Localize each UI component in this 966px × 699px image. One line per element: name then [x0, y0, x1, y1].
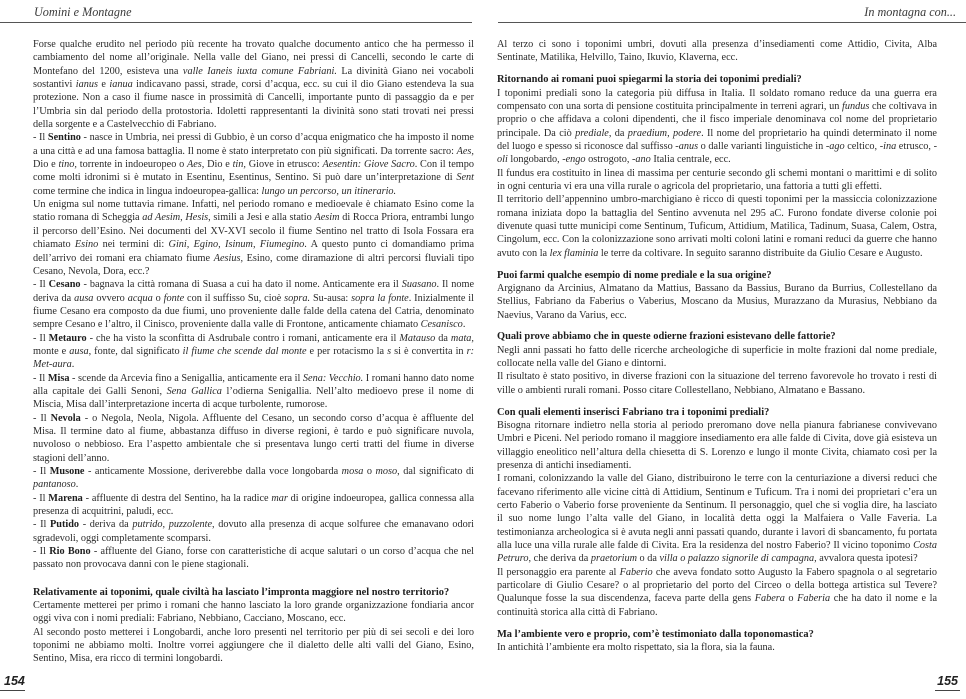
text-run: e per rotacismo la	[306, 345, 388, 357]
river-entry-musone	[33, 465, 474, 492]
italic-term: s	[387, 345, 392, 357]
text-run: o	[152, 292, 164, 304]
right-page-body	[497, 38, 937, 654]
italic-term: Aes,	[186, 159, 205, 171]
text-run: Forse qualche erudito nel periodo più recente ha trovato qualche documento antico che ha permesso il cambiamento del nome all’originale. Nella valle del Giano, nei pressi di Cancelli, secondo le carte di Montefano del 1200, esisteva una	[33, 39, 474, 77]
italic-term: -ina	[879, 140, 897, 152]
text-run: di Rocca Priora, entrambi lungo il percorso dell’Esino. Nei documenti del XV-XVI secolo il fiume Sentino nel tratto di Isola Fossara era chiamato	[33, 212, 474, 251]
italic-term: lungo un percorso, un itinerario.	[261, 185, 397, 197]
header-rule-left	[0, 22, 472, 23]
italic-term: acqua	[127, 292, 153, 304]
river-entry-sentino	[33, 131, 474, 198]
text-run: .	[75, 479, 79, 491]
text-run: , da	[608, 127, 628, 139]
italic-term: pantanoso	[33, 479, 76, 491]
italic-term: Sena Gallica	[166, 385, 222, 397]
text-run: .	[71, 359, 75, 371]
page-number-left: 154	[4, 674, 25, 688]
italic-term: valle Ianeis iuxta comune Fabriani.	[182, 65, 337, 77]
river-name: Rio Bono	[49, 546, 91, 558]
answer-paragraph	[497, 193, 937, 260]
text-run: o dalle varianti linguistiche in	[698, 140, 826, 152]
text-run: I romani, colonizzando la valle del Giano, distribuirono le terre con la centuriazione a diversi reduci che facevano riferimento alle vicine città di Attidium, Sentinum e Tuficum. Tra i nomi dei proprietari c’era un certo Faberio o Vaberio forse proveniente da Sentinum. Il personaggio, quel che si voglia dire, ha lasciato il suo nome lungo l’alta valle del Giano, in località detta oggi la Malfaiera o Valle Faveria. La testimonianza archeologica si è avuta negli anni passati quando, durante i lavori di sbancamento, fu portata alla luce una villa rurale alle falde di Civita. Era la residenza del nostro Faberio? Il vicino toponimo	[497, 473, 937, 552]
italic-term: -ago	[825, 140, 845, 152]
answer-paragraph: Negli anni passati ho fatto delle ricerche archeologiche di superficie in molte frazioni dal nome prediale, collocate nella valle del Giano e dintorni.	[497, 344, 937, 370]
italic-term: -engo	[562, 154, 586, 166]
text-run: I romani hanno dato nome alla capitale dei Galli Senoni,	[33, 372, 474, 397]
italic-term: ianus	[75, 79, 98, 91]
italic-term: Fabera	[754, 593, 785, 605]
text-run: o	[784, 593, 798, 605]
river-entry-marena	[33, 492, 474, 519]
italic-term: fundus	[841, 100, 870, 112]
paragraph-enigma	[33, 198, 474, 278]
question-heading: Puoi farmi qualche esempio di nome prediale e la sua origine?	[497, 269, 772, 281]
answer-paragraph: Certamente metterei per primo i romani che hanno lasciato la loro grande organizzazione fondiaria ancor oggi viva con i nomi prediali: Fabriano, Nebbiano, Cacciano, Moscano, ecc.	[33, 600, 474, 625]
text-run: - bagnava la città romana di Suasa a cui ha dato il nome. Anticamente era il	[80, 279, 402, 291]
text-run: con il suffisso Su, cioè	[184, 292, 285, 304]
river-entry-cesano	[33, 278, 474, 331]
text-run: l’odierna Senigallia. Nell’alto medioevo prese il nome di Miscia, Misa dall’interpretazione incerta di acque turbolente, rumorose.	[33, 385, 475, 411]
running-head-left: Uomini e Montagne	[34, 5, 132, 19]
answer-paragraph: Bisogna ritornare indietro nella storia al periodo preromano dove nella pianura fabrianese convivevano Umbri e Piceni. Nel periodo romano il maggiore insediamento era alle falde di Civita, dove già esisteva un villaggio eneolitico nell’altura della chiesetta di S. Lorenzo e lungo il monte Civita, chiamato così per la presenza di antichi insediamenti.	[497, 419, 937, 471]
italic-term: -ano	[631, 154, 651, 166]
text-run: - deriva da	[79, 519, 133, 531]
italic-term: prediale	[575, 127, 609, 139]
text-run: - Il	[33, 279, 49, 291]
right-page	[483, 0, 966, 699]
answer-paragraph: Al secondo posto metterei i Longobardi, anche loro presenti nel territorio per più di sei secoli e dei loro toponimi ne abbiamo molti. Inoltre vorrei aggiungere che il dialetto delle alti valli del Giano, Esino, Sentino, Misa, era ricco di termini longobardi.	[33, 626, 474, 665]
text-run: nei termini di:	[98, 239, 169, 251]
italic-term: praedium, podere	[627, 127, 702, 139]
text-run: Esino, come diramazione di altri percorsi fluviali tipo Cesano, Nevola, Dora, ecc.?	[33, 252, 474, 277]
text-run: etrusco,	[896, 140, 934, 152]
text-run: La divinità Giano nei vocaboli sostantivi	[33, 65, 474, 91]
text-run: longobardo,	[507, 154, 563, 166]
text-run: , fonte, dal significato	[88, 345, 183, 357]
italic-term: -oli	[497, 140, 937, 166]
text-run: . Inizialmente il fiume Cesano era composto da due fiumi, uno proveniente dalle falde della catena del Catria, denominato sempre Cesano e l’altro, il Cinisco, proveniente dalla valle di Frontone, anticamente chiamato	[33, 292, 474, 331]
italic-term: ianua	[109, 79, 133, 91]
text-run: - Il	[33, 519, 50, 531]
text-run: indicavano passi, strade, corsi d’acqua, ecc. su cui il dio Giano estendeva la sua protezione. Non a caso il fiume nasce in prossimità di Cancelli, importante punto di passaggio da e per l’Umbria sin dal periodo della protostoria. Idoletti rappresentanti la divinità sono stati trovati nei pressi della sorgente e a Castelvecchio di Fabriano.	[33, 79, 474, 131]
paragraph-umbrian-toponyms: Al terzo ci sono i toponimi umbri, dovuti alla presenza d’insediamenti come Attidio, Civita, Alba Sentinate, Matilika, Helvillo, Taino, Ikuvio, Klaverna, ecc.	[497, 39, 937, 64]
text-run: - Il	[33, 466, 50, 477]
river-name: Sentino	[47, 132, 81, 144]
italic-term: Gini, Egino, Isinum, Fiumegino	[168, 239, 305, 251]
text-run: - o Negola, Neola, Nigola. Affluente del Cesano, un secondo corso d’acqua è affluente del Misa. Il termine dato al fiume, abbastanza diffuso in diverse regioni, è tardo e può significare nuvola, nuvoloso o nebbioso. Era l’aspetto ambientale che si presentava lungo certi tratti del fiume in diverse stagioni dell’anno.	[33, 412, 474, 464]
answer-paragraph: Argignano da Arcinius, Almatano da Mattius, Bassano da Bassius, Burano da Burrius, Collestellano da Stellius, Fabriano da Faberius o Vaberius, Moscano da Musius, Murazzano da Murasius, Nebbiano da Naevius, Varano da Varius, ecc.	[497, 282, 937, 321]
italic-term: mosa	[341, 466, 364, 477]
italic-term: ausa	[69, 345, 89, 357]
italic-term: mar	[271, 492, 288, 504]
text-run: , simili a Jesi e alla statio	[208, 212, 315, 224]
text-run: - Il	[33, 332, 49, 344]
text-run: avvalora questa ipotesi?	[816, 553, 918, 565]
text-run: Su-ausa:	[310, 292, 352, 304]
text-run: - anticamente Mossione, deriverebbe dalla voce longobarda	[84, 466, 342, 477]
question-heading: Relativamente ai toponimi, quale civiltà ha lasciato l’impronta maggiore nel nostro territorio?	[33, 586, 450, 598]
paragraph-giano	[33, 38, 474, 131]
italic-term: Faberia	[797, 593, 831, 605]
river-name: Musone	[49, 466, 85, 477]
running-head-right: In montagna con...	[864, 5, 956, 19]
river-name: Misa	[47, 372, 70, 384]
river-name: Metauro	[48, 332, 87, 344]
italic-term: ad Aesim, Hesis	[142, 212, 209, 224]
text-run: - affluente di destra del Sentino, ha la radice	[82, 492, 272, 504]
text-run: che ha dato il nome e la continuità storica alla città di Fabriano.	[497, 593, 938, 618]
text-run: - che ha visto la sconfitta di Asdrubale contro i romani, anticamente era il	[86, 332, 400, 344]
question-heading: Quali prove abbiamo che in queste odierne frazioni esistevano delle fattorie?	[497, 331, 836, 343]
italic-term: r: Met-aura	[33, 345, 474, 371]
italic-term: fonte	[163, 292, 185, 304]
italic-term: Aes,	[456, 145, 474, 157]
italic-term: putrido, puzzolente	[132, 519, 213, 531]
text-run: .	[462, 319, 466, 331]
text-run: di origine indoeuropea, gallica connessa alla presenza di acquitrini, paludi, ecc.	[33, 492, 474, 518]
text-run: - Il	[33, 412, 51, 424]
italic-term: Aesentin: Giove Sacro	[322, 159, 415, 171]
text-run: , dovuto alla presenza di acque solfuree che emanavano odori sgradevoli, oggi completamente scomparsi.	[33, 519, 474, 544]
text-run: si è convertita in	[391, 345, 467, 357]
text-run: ostrogoto,	[585, 154, 632, 166]
text-run: , dal significato di	[397, 466, 475, 477]
answer-paragraph: Il risultato è stato positivo, in diverse frazioni con la situazione del terreno favorevole ho trovato i resti di ville o ambienti rurali romani. Posso citare Collestellano, Nebbiano, Almatano e Bassano.	[497, 371, 937, 396]
river-name: Marena	[48, 492, 83, 504]
answer-paragraph	[497, 566, 937, 619]
italic-term: il fiume che scende dal monte	[182, 345, 307, 357]
italic-term: lex flaminia	[549, 247, 599, 259]
italic-term: Costa Petruro	[497, 540, 937, 565]
text-run: Il territorio dell’appennino umbro-marchigiano è ricco di questi toponimi per la massiccia colonizzazione romana iniziata dopo la battaglia del Sentino avvenuta nel 295 aC. Furono fondate diverse colonie poi divenute quasi tutte municipi come Sentinum, Tuficum, Attidium, Matilica, Tadinum, Suasa, Calem, Ostra, Cingolum, ecc. Con la colonizzazione sono arrivati molti coloni latini e romani reduci da guerre che hanno avuto con la	[497, 194, 937, 259]
italic-term: Matauso	[399, 332, 436, 344]
river-entry-metauro	[33, 332, 474, 372]
italic-term: Suasano	[401, 279, 437, 291]
italic-term: -anus	[675, 140, 699, 152]
italic-term: tino,	[58, 159, 77, 171]
text-run: . Il nome deriva da	[33, 279, 474, 304]
text-run: - Il	[33, 372, 48, 384]
text-run: , che deriva da	[528, 553, 591, 565]
italic-term: villa o palazzo signorile di campagna,	[659, 553, 817, 565]
text-run: le terre da coltivare. In seguito saranno distribuite da Giulio Cesare e Augusto.	[598, 247, 923, 259]
question-heading: Con quali elementi inserisci Fabriano tra i toponimi prediali?	[497, 406, 770, 418]
text-run: - Il	[33, 132, 48, 144]
river-entry-nevola	[33, 412, 474, 465]
question-heading: Ma l’ambiente vero e proprio, com’è testimoniato dalla toponomastica?	[497, 628, 814, 640]
text-run: che aveva fondato sotto Augusto la Fabero spagnola o al segretario particolare di Giulio Cesare? o al proprietario del porto del Circeo o della bottega artistica sul Tevere? Qualunque fosse la sua discendenza, faceva parte della gens	[497, 566, 937, 605]
text-run: Dio e	[33, 159, 59, 171]
text-run: Italia centrale, ecc.	[650, 154, 731, 166]
text-run: I toponimi prediali sono la categoria più diffusa in Italia. Il soldato romano reduce da una guerra era compensato con una sorta di pensione costituita principalmente in terreni agrari, un	[497, 87, 937, 112]
answer-paragraph: Il fundus era costituito in linea di massima per centurie secondo gli schemi montani o marittimi e di solito in ogni centuria vi era una villa rurale o agricola del proprietario, una fattoria a tutti gli effetti.	[497, 167, 937, 192]
text-run: . Con il tempo come molti idronimi si è mutato in Esentinu, Esentinus, Sentino. Si può dare un’interpretazione di	[33, 159, 474, 184]
text-run: - Il	[33, 546, 50, 558]
question-heading: Ritornando ai romani puoi spiegarmi la storia dei toponimi prediali?	[497, 74, 802, 86]
answer-paragraph	[497, 472, 937, 565]
header-rule-right	[498, 22, 966, 23]
italic-term: tin,	[232, 159, 246, 171]
italic-term: Sent	[456, 172, 474, 184]
page-number-right: 155	[937, 674, 958, 688]
text-run: Giove in etrusco:	[245, 159, 323, 171]
answer-paragraph: In antichità l’ambiente era molto rispettato, sia la flora, sia la fauna.	[497, 641, 775, 653]
italic-term: sopra.	[284, 292, 311, 304]
italic-term: sopra la fonte	[351, 292, 409, 304]
text-run: Un enigma sul nome tuttavia rimane. Infatti, nel periodo romano e medioevale è chiamato Esino come la statio romana di Scheggia	[33, 199, 474, 224]
text-run: Dio e	[204, 159, 233, 171]
text-run: - affluente del Giano, forse con caratteristiche di acque salutari o un corso d’acqua che nel passato non provocava danni con le piene stagionali.	[33, 546, 474, 571]
river-name: Putido	[49, 519, 80, 531]
italic-term: ausa	[74, 292, 94, 304]
text-run: e	[97, 79, 110, 91]
text-run: - nasce in Umbria, nei pressi di Gubbio, è un corso d’acqua enigmatico che ha imposto il nome a una città e ad una famosa battaglia. Il nome è stato interpretato con più significati. Da torrente sacro:	[33, 132, 474, 157]
italic-term: Sena: Vecchio.	[302, 372, 364, 384]
text-run: . Il nome del proprietario ha quindi determinato il nome del luogo e spesso si riconosce dal suffisso	[497, 127, 937, 152]
italic-term: praetorium	[590, 553, 637, 565]
text-run: - scende da Arcevia fino a Senigallia, anticamente era il	[69, 372, 303, 384]
text-run: monte e	[33, 345, 70, 357]
text-run: o	[363, 466, 376, 477]
italic-term: Aesius,	[213, 252, 244, 264]
text-run: come termine che indica in lingua indoeuropea-gallica:	[33, 185, 262, 197]
text-run: ovvero	[93, 292, 128, 304]
text-run: - Il	[33, 492, 49, 504]
text-run: che coltivava in proprio o che affidava a coloni dipendenti, che il fisco imperiale denominava col nome del proprietario principale. Da ciò	[497, 100, 937, 139]
river-name: Cesano	[48, 279, 81, 291]
page-number-rule-right	[935, 690, 960, 691]
text-run: celtico,	[844, 140, 880, 152]
river-entry-misa	[33, 372, 474, 412]
page-number-rule-left	[0, 690, 25, 691]
river-entry-rio-bono	[33, 545, 474, 572]
italic-term: Esino	[74, 239, 99, 251]
text-run: o da	[636, 553, 660, 565]
river-name: Nevola	[50, 412, 81, 424]
left-page-body	[33, 38, 474, 666]
text-run: da	[435, 332, 451, 344]
italic-term: Cesanisco	[420, 319, 463, 331]
text-run: . A questo punto ci domandiamo prima dell’arrivo dei romani era chiamato fiume	[33, 239, 474, 264]
italic-term: mata,	[450, 332, 474, 344]
italic-term: Faberio	[619, 566, 653, 578]
text-run: torrente in indoeuropeo o	[76, 159, 187, 171]
answer-paragraph	[497, 87, 937, 167]
text-run: Il personaggio era parente al	[497, 566, 620, 578]
italic-term: Aesim	[314, 212, 340, 224]
river-entry-putido	[33, 518, 474, 545]
italic-term: moso	[375, 466, 398, 477]
